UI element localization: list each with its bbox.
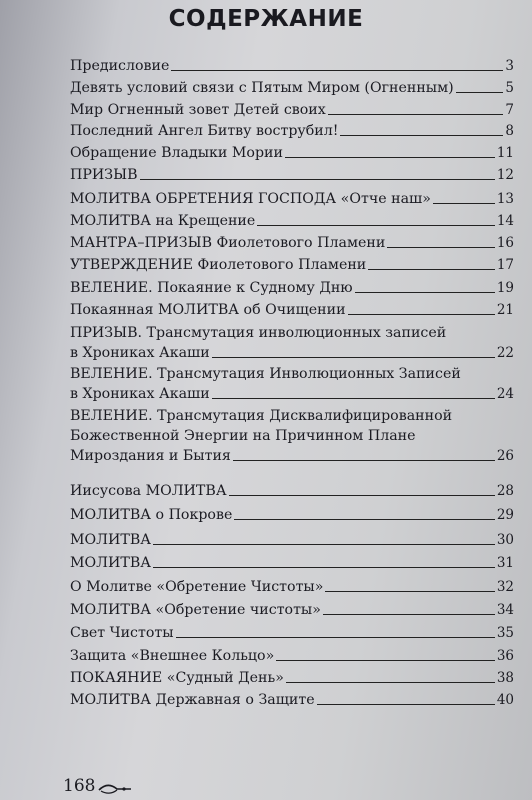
- leader-line: [317, 704, 495, 705]
- toc-entry-title: МОЛИТВА Державная о Защите: [70, 692, 315, 708]
- toc-entry-title: ПОКАЯНИЕ «Судный День»: [70, 670, 284, 686]
- toc-entry: [70, 233, 514, 253]
- toc-entry: [70, 646, 514, 666]
- toc-entry: [70, 406, 514, 466]
- toc-entry-title: Покаянная МОЛИТВА об Очищении: [70, 302, 346, 318]
- leader-line: [348, 314, 495, 315]
- toc-entry-title: МОЛИТВА на Крещение: [70, 213, 256, 229]
- toc-page-number: 12: [496, 167, 514, 183]
- toc-entry-title-line: ВЕЛЕНИЕ. Трансмутация Инволюционных Записей: [70, 366, 461, 382]
- toc-entry-title: Предисловие: [70, 58, 170, 74]
- leader-line: [328, 114, 504, 115]
- leader-line: [229, 495, 495, 496]
- toc-entry-title: МАНТРА–ПРИЗЫВ Фиолетового Пламени: [70, 235, 386, 251]
- toc-page-number: 3: [505, 58, 514, 74]
- toc-entry: [70, 189, 514, 209]
- toc-entry-title: Защита «Внешнее Кольцо»: [70, 648, 275, 664]
- toc-entry-title: в Хрониках Акаши: [70, 345, 210, 361]
- toc-page-number: 24: [496, 386, 514, 402]
- toc-page-number: 8: [505, 123, 514, 139]
- toc-entry: [70, 56, 514, 76]
- toc-page-number: 7: [505, 102, 514, 118]
- toc-entry-title: Мир Огненный зовет Детей своих: [70, 102, 326, 118]
- toc-entry-title: УТВЕРЖДЕНИЕ Фиолетового Пламени: [70, 257, 367, 273]
- toc-entry: [70, 481, 514, 501]
- toc-page-number: 14: [496, 213, 514, 229]
- toc-entry: [70, 143, 514, 163]
- leader-line: [176, 637, 495, 638]
- toc-entry: [70, 165, 514, 185]
- toc-page-number: 32: [496, 579, 514, 595]
- toc-entry: [70, 505, 514, 525]
- quill-ornament-icon: [97, 782, 133, 796]
- toc-entry-title: МОЛИТВА «Обретение чистоты»: [70, 602, 321, 618]
- leader-line: [234, 519, 494, 520]
- page-title: СОДЕРЖАНИЕ: [168, 6, 364, 32]
- leader-line: [257, 225, 495, 226]
- toc-page-number: 35: [496, 625, 514, 641]
- toc-entry-title: МОЛИТВА о Покрове: [70, 507, 233, 523]
- toc-entry-title: МОЛИТВА: [70, 532, 152, 548]
- leader-line: [233, 460, 495, 461]
- toc-entry: [70, 530, 514, 550]
- toc-page-number: 16: [496, 235, 514, 251]
- toc-page-number: 19: [496, 280, 514, 296]
- leader-line: [212, 398, 495, 399]
- toc-entry-title: МОЛИТВА: [70, 555, 152, 571]
- toc-page-number: 36: [496, 648, 514, 664]
- leader-line: [171, 70, 503, 71]
- toc-entry: [70, 577, 514, 597]
- toc-entry: [70, 323, 514, 363]
- leader-line: [153, 544, 495, 545]
- toc-entry: [70, 623, 514, 643]
- toc-entry: [70, 668, 514, 688]
- toc-entry: [70, 300, 514, 320]
- leader-line: [456, 92, 504, 93]
- leader-line: [368, 269, 495, 270]
- leader-line: [387, 247, 495, 248]
- leader-line: [276, 660, 495, 661]
- toc-page-number: 13: [496, 191, 514, 207]
- toc-entry-title: ПРИЗЫВ: [70, 167, 138, 183]
- toc-entry-title: в Хрониках Акаши: [70, 386, 210, 402]
- toc-entry: [70, 121, 514, 141]
- toc-page-number: 31: [496, 555, 514, 571]
- toc-page-number: 29: [496, 507, 514, 523]
- toc-entry: [70, 278, 514, 298]
- toc-page-number: 21: [496, 302, 514, 318]
- toc-page-number: 30: [496, 532, 514, 548]
- page-number: 168: [63, 776, 96, 796]
- leader-line: [323, 614, 495, 615]
- leader-line: [286, 682, 495, 683]
- toc-entry: [70, 100, 514, 120]
- toc-page-number: 17: [496, 257, 514, 273]
- toc-entry-title: О Молитве «Обретение Чистоты»: [70, 579, 324, 595]
- leader-line: [433, 203, 495, 204]
- toc-entry: [70, 364, 514, 404]
- leader-line: [212, 357, 495, 358]
- toc-entry-title: Мироздания и Бытия: [70, 448, 231, 464]
- toc-entry: [70, 255, 514, 275]
- toc-entry-title-line: ВЕЛЕНИЕ. Трансмутация Дисквалифицированной: [70, 408, 453, 424]
- toc-entry: [70, 600, 514, 620]
- toc-entry: [70, 690, 514, 710]
- leader-line: [140, 179, 495, 180]
- toc-entry-title: ВЕЛЕНИЕ. Покаяние к Судному Дню: [70, 280, 353, 296]
- leader-line: [340, 135, 503, 136]
- toc-entry: [70, 211, 514, 231]
- toc-entry-title: МОЛИТВА ОБРЕТЕНИЯ ГОСПОДА «Отче наш»: [70, 191, 431, 207]
- toc-page-number: 40: [496, 692, 514, 708]
- leader-line: [325, 591, 494, 592]
- toc-entry-title: Иисусова МОЛИТВА: [70, 483, 227, 499]
- leader-line: [153, 567, 495, 568]
- toc-page-number: 34: [496, 602, 514, 618]
- toc-entry-title: Свет Чистоты: [70, 625, 174, 641]
- toc-page-number: 28: [496, 483, 514, 499]
- toc-entry-title-line: ПРИЗЫВ. Трансмутация инволюционных записей: [70, 325, 447, 341]
- toc-page-number: 22: [496, 345, 514, 361]
- leader-line: [355, 292, 495, 293]
- toc-entry-title: Обращение Владыки Мории: [70, 145, 283, 161]
- toc-entry-title-line: Божественной Энергии на Причинном Плане: [70, 428, 416, 444]
- toc-entry-title: Девять условий связи с Пятым Миром (Огненным): [70, 80, 454, 96]
- toc-page-number: 38: [496, 670, 514, 686]
- toc-page-number: 26: [496, 448, 514, 464]
- toc-entry: [70, 78, 514, 98]
- toc-entry: [70, 553, 514, 573]
- toc-entry-title: Последний Ангел Битву вострубил!: [70, 123, 339, 139]
- toc-page-number: 11: [496, 145, 514, 161]
- leader-line: [285, 157, 495, 158]
- toc-page-number: 5: [505, 80, 514, 96]
